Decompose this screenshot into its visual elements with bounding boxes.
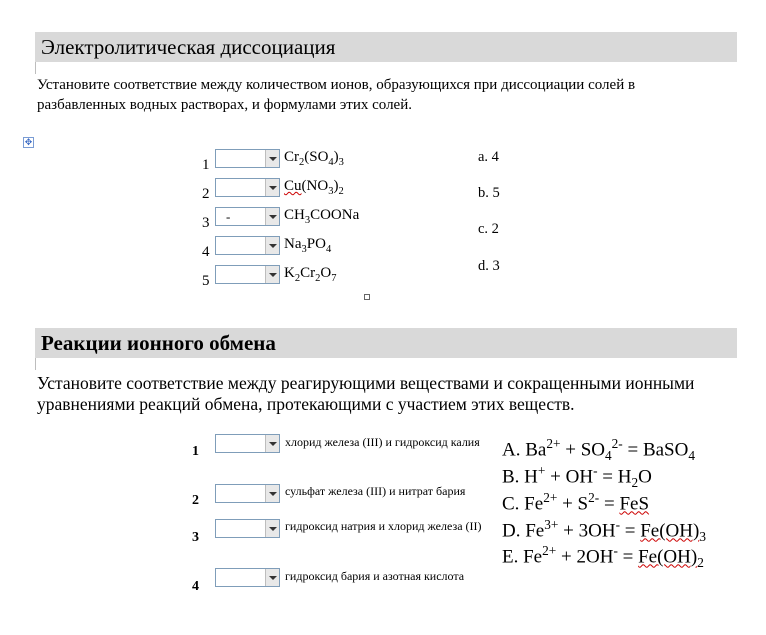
reactants-description: гидроксид бария и азотная кислота	[285, 569, 465, 583]
answer-select[interactable]	[215, 519, 280, 538]
row-number: 1	[202, 157, 210, 173]
chevron-down-icon[interactable]	[265, 266, 279, 283]
reactants-description: сульфат железа (III) и нитрат бария	[285, 484, 466, 498]
answer-select[interactable]	[215, 568, 280, 587]
option-c: c. 2	[478, 221, 499, 237]
equation-b: B. $H^+ + OH^- = H_2O$	[502, 463, 652, 491]
answer-select[interactable]	[215, 149, 280, 168]
salt-formula: $Na_3PO_4$	[284, 236, 332, 255]
option-d: d. 3	[478, 258, 500, 274]
option-b: b. 5	[478, 185, 500, 201]
chevron-down-icon[interactable]	[265, 179, 279, 196]
chevron-down-icon[interactable]	[265, 237, 279, 254]
row-number: 2	[202, 186, 210, 202]
row-number: 1	[192, 444, 199, 459]
section-title-ion-exchange: Реакции ионного обмена	[35, 328, 737, 358]
answer-select[interactable]	[215, 484, 280, 503]
reactants-description: гидроксид натрия и хлорид железа (II)	[285, 519, 482, 533]
row-number: 3	[202, 215, 210, 231]
salt-formula: $Cu(NO_3)_2$	[284, 178, 344, 197]
instruction-ion-exchange: Установите соответствие между реагирующими веществами и сокращенными ионными уравнениями реакций обмена, протекающими с участием этих веществ.	[37, 373, 695, 414]
equation-d: D. $Fe^{3+} + 3OH^- = Fe(OH)_3$	[502, 517, 706, 545]
answer-select[interactable]	[215, 434, 280, 453]
chevron-down-icon[interactable]	[265, 569, 279, 586]
select-value: -	[226, 209, 231, 224]
salt-formula: $CH_3COONa$	[284, 207, 360, 226]
equation-e: E. $Fe^{2+} + 2OH^- = Fe(OH)_2$	[502, 543, 704, 571]
row-number: 3	[192, 530, 199, 545]
answer-select[interactable]	[215, 265, 280, 284]
row-number: 2	[192, 493, 199, 508]
table-resize-handle[interactable]	[364, 294, 370, 300]
chevron-down-icon[interactable]	[265, 150, 279, 167]
reactants-description: хлорид железа (III) и гидроксид калия	[285, 435, 480, 449]
row-number: 5	[202, 273, 210, 289]
answer-select[interactable]	[215, 178, 280, 197]
equation-c: C. $Fe^{2+} + S^{2-}$ = FeS	[502, 490, 650, 515]
table-move-handle-icon[interactable]: ✥	[24, 137, 33, 147]
row-number: 4	[202, 244, 210, 260]
row-number: 4	[192, 579, 199, 594]
equation-a: A. $Ba^{2+} + SO_4^{2-}$ = BaSO$_4$	[502, 436, 695, 464]
section-title-dissociation: Электролитическая диссоциация	[35, 32, 737, 62]
chevron-down-icon[interactable]	[265, 520, 279, 537]
chevron-down-icon[interactable]	[265, 435, 279, 452]
chevron-down-icon[interactable]	[265, 208, 279, 225]
option-a: a. 4	[478, 149, 499, 165]
chevron-down-icon[interactable]	[265, 485, 279, 502]
salt-formula: $K_2Cr_2O_7$	[284, 265, 337, 284]
answer-select[interactable]	[215, 236, 280, 255]
instruction-dissociation: Установите соответствие между количеством ионов, образующихся при диссоциации солей в разбавленных водных растворах, и формулами этих солей.	[37, 77, 636, 113]
answer-select[interactable]	[215, 207, 280, 226]
salt-formula: $Cr_2(SO_4)_3$	[284, 149, 344, 168]
